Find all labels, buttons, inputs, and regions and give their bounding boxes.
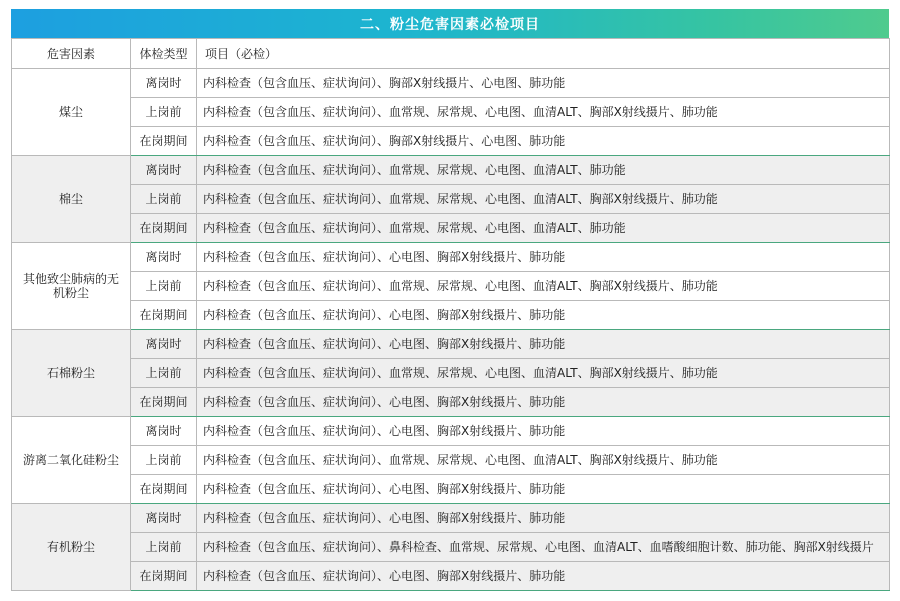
- exam-type-cell: 离岗时: [131, 243, 197, 272]
- hazard-factor-cell: 石棉粉尘: [12, 330, 131, 417]
- exam-type-cell: 离岗时: [131, 69, 197, 98]
- table-row: [12, 185, 890, 214]
- header-factor: 危害因素: [12, 39, 131, 69]
- table-row: [12, 243, 890, 272]
- exam-items-cell: 内科检查（包含血压、症状询问）、血常规、尿常规、心电图、血清ALT、肺功能: [197, 156, 890, 185]
- hazard-factor-cell: 游离二氧化硅粉尘: [12, 417, 131, 504]
- header-items: 项目（必检）: [197, 39, 890, 69]
- exam-type-cell: 离岗时: [131, 156, 197, 185]
- exam-type-cell: 上岗前: [131, 272, 197, 301]
- exam-type-cell: 在岗期间: [131, 301, 197, 330]
- exam-items-cell: 内科检查（包含血压、症状询问）、心电图、胸部X射线摄片、肺功能: [197, 504, 890, 533]
- table-row: [12, 127, 890, 156]
- header-type: 体检类型: [131, 39, 197, 69]
- exam-table: [11, 38, 890, 591]
- exam-type-cell: 在岗期间: [131, 388, 197, 417]
- table-row: [12, 214, 890, 243]
- exam-type-cell: 在岗期间: [131, 214, 197, 243]
- exam-type-cell: 在岗期间: [131, 127, 197, 156]
- exam-items-cell: 内科检查（包含血压、症状询问）、心电图、胸部X射线摄片、肺功能: [197, 388, 890, 417]
- exam-items-cell: 内科检查（包含血压、症状询问）、心电图、胸部X射线摄片、肺功能: [197, 301, 890, 330]
- hazard-factor-cell: 棉尘: [12, 156, 131, 243]
- exam-type-cell: 离岗时: [131, 417, 197, 446]
- exam-items-cell: 内科检查（包含血压、症状询问）、血常规、尿常规、心电图、血清ALT、胸部X射线摄片、肺功能: [197, 446, 890, 475]
- exam-type-cell: 在岗期间: [131, 475, 197, 504]
- exam-items-cell: 内科检查（包含血压、症状询问）、血常规、尿常规、心电图、血清ALT、胸部X射线摄片、肺功能: [197, 272, 890, 301]
- hazard-factor-cell: 其他致尘肺病的无机粉尘: [12, 243, 131, 330]
- table-row: [12, 533, 890, 562]
- exam-type-cell: 离岗时: [131, 330, 197, 359]
- exam-type-cell: 在岗期间: [131, 562, 197, 591]
- table-row: [12, 98, 890, 127]
- table-row: [12, 417, 890, 446]
- exam-type-cell: 上岗前: [131, 98, 197, 127]
- exam-items-cell: 内科检查（包含血压、症状询问）、血常规、尿常规、心电图、血清ALT、胸部X射线摄片、肺功能: [197, 359, 890, 388]
- exam-items-cell: 内科检查（包含血压、症状询问）、心电图、胸部X射线摄片、肺功能: [197, 562, 890, 591]
- table-title: 二、粉尘危害因素必检项目: [11, 9, 889, 38]
- exam-items-cell: 内科检查（包含血压、症状询问）、鼻科检查、血常规、尿常规、心电图、血清ALT、血嗜酸细胞计数、肺功能、胸部X射线摄片: [197, 533, 890, 562]
- exam-items-cell: 内科检查（包含血压、症状询问）、血常规、尿常规、心电图、血清ALT、肺功能: [197, 214, 890, 243]
- exam-type-cell: 上岗前: [131, 185, 197, 214]
- exam-items-cell: 内科检查（包含血压、症状询问）、血常规、尿常规、心电图、血清ALT、胸部X射线摄片、肺功能: [197, 98, 890, 127]
- table-row: [12, 359, 890, 388]
- exam-type-cell: 离岗时: [131, 504, 197, 533]
- table-row: [12, 504, 890, 533]
- table-row: [12, 301, 890, 330]
- table-row: [12, 69, 890, 98]
- table-row: [12, 330, 890, 359]
- table-row: [12, 272, 890, 301]
- hazard-factor-cell: 有机粉尘: [12, 504, 131, 591]
- exam-items-cell: 内科检查（包含血压、症状询问）、心电图、胸部X射线摄片、肺功能: [197, 330, 890, 359]
- exam-type-cell: 上岗前: [131, 359, 197, 388]
- exam-items-cell: 内科检查（包含血压、症状询问）、胸部X射线摄片、心电图、肺功能: [197, 127, 890, 156]
- table-row: [12, 562, 890, 591]
- exam-items-cell: 内科检查（包含血压、症状询问）、血常规、尿常规、心电图、血清ALT、胸部X射线摄片、肺功能: [197, 185, 890, 214]
- header-row: [12, 39, 890, 69]
- table-row: [12, 446, 890, 475]
- exam-items-cell: 内科检查（包含血压、症状询问）、心电图、胸部X射线摄片、肺功能: [197, 475, 890, 504]
- exam-type-cell: 上岗前: [131, 533, 197, 562]
- exam-items-cell: 内科检查（包含血压、症状询问）、心电图、胸部X射线摄片、肺功能: [197, 243, 890, 272]
- hazard-factor-cell: 煤尘: [12, 69, 131, 156]
- exam-items-cell: 内科检查（包含血压、症状询问）、心电图、胸部X射线摄片、肺功能: [197, 417, 890, 446]
- exam-items-cell: 内科检查（包含血压、症状询问）、胸部X射线摄片、心电图、肺功能: [197, 69, 890, 98]
- exam-type-cell: 上岗前: [131, 446, 197, 475]
- table-row: [12, 156, 890, 185]
- table-row: [12, 388, 890, 417]
- exam-table-panel: [11, 9, 889, 591]
- table-row: [12, 475, 890, 504]
